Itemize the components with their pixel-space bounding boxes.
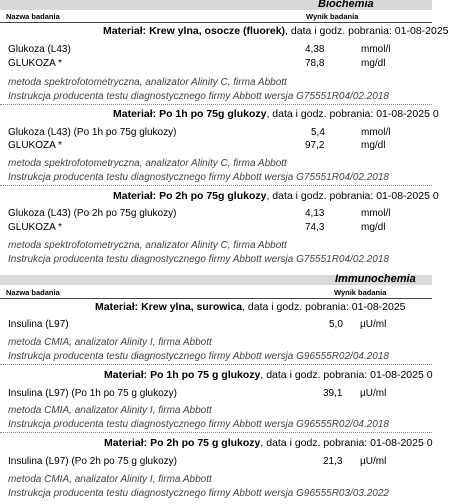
test-name: Glukoza (L43) [8, 44, 71, 55]
material-header [104, 437, 433, 449]
section-title-immunochemia: Immunochemia [335, 273, 416, 285]
test-unit: mmol/l [361, 44, 391, 55]
column-header-name: Nazwa badania [6, 288, 60, 297]
test-name: Glukoza (L43) (Po 2h po 75g glukozy) [8, 208, 177, 219]
material-name: Materiał: Po 1h po 75g glukozy [113, 108, 267, 120]
material-header [113, 108, 439, 120]
test-unit: µU/ml [360, 319, 387, 330]
material-name: Materiał: Krew ylna, osocze (fluorek) [103, 25, 286, 37]
test-value: 78,8 [305, 58, 325, 69]
material-date: , data i godz. pobrania: 01-08-2025 [242, 301, 406, 313]
test-name: GLUKOZA * [8, 58, 62, 69]
divider [0, 185, 432, 186]
test-unit: mmol/l [361, 208, 391, 219]
section-title-biochemia: Biochemia [318, 0, 374, 10]
material-name: Materiał: Po 2h po 75g glukozy [113, 190, 267, 202]
material-header [113, 190, 439, 202]
material-date: , data i godz. pobrania: 01-08-2025 [285, 25, 449, 37]
test-name: Insulina (L97) (Po 1h po 75 g glukozy) [8, 388, 177, 399]
test-unit: mg/dl [361, 222, 386, 233]
method-note: metoda CMIA, analizator Alinity I, firma Abbott [8, 337, 212, 348]
method-note: metoda spektrofotometryczna, analizator Alinity C, firma Abbott [8, 77, 287, 88]
test-name: GLUKOZA * [8, 140, 62, 151]
material-header [103, 25, 449, 37]
instruction-note: Instrukcja producenta testu diagnostycznego firmy Abbott wersja G96555R02/04.2018 [8, 419, 389, 430]
column-header-name: Nazwa badania [6, 12, 60, 21]
column-header-result: Wynik badania [334, 288, 387, 297]
material-name: Materiał: Po 1h po 75 g glukozy [104, 369, 261, 381]
material-name: Materiał: Po 2h po 75 g glukozy [104, 437, 261, 449]
test-unit: µU/ml [360, 388, 387, 399]
test-name: Insulina (L97) [8, 319, 69, 330]
test-value: 4,38 [305, 44, 325, 55]
divider [0, 364, 432, 365]
test-unit: mg/dl [361, 58, 386, 69]
method-note: metoda CMIA, analizator Alinity I, firma Abbott [8, 474, 212, 485]
test-value: 5,0 [329, 319, 343, 330]
test-name: Glukoza (L43) (Po 1h po 75g glukozy) [8, 127, 177, 138]
instruction-note: Instrukcja producenta testu diagnostycznego firmy Abbott wersja G75551R04/02.2018 [8, 91, 389, 102]
test-unit: µU/ml [360, 456, 387, 467]
material-header [104, 369, 433, 381]
test-name: GLUKOZA * [8, 222, 62, 233]
divider [0, 104, 432, 105]
material-header [95, 301, 406, 313]
method-note: metoda spektrofotometryczna, analizator Alinity C, firma Abbott [8, 158, 287, 169]
test-name: Insulina (L97) (Po 2h po 75 g glukozy) [8, 456, 177, 467]
test-value: 39,1 [323, 388, 343, 399]
test-unit: mmol/l [361, 127, 391, 138]
material-name: Materiał: Krew ylna, surowica [95, 301, 243, 313]
test-value: 97,2 [305, 140, 325, 151]
test-unit: mg/dl [361, 140, 386, 151]
test-value: 5,4 [311, 127, 325, 138]
divider [0, 298, 432, 299]
divider [0, 22, 432, 23]
instruction-note: Instrukcja producenta testu diagnostycznego firmy Abbott wersja G75551R04/02.2018 [8, 172, 389, 183]
test-value: 74,3 [305, 222, 325, 233]
method-note: metoda spektrofotometryczna, analizator Alinity C, firma Abbott [8, 240, 287, 251]
material-date: , data i godz. pobrania: 01-08-2025 0 [260, 437, 433, 449]
test-value: 21,3 [323, 456, 343, 467]
divider [0, 432, 432, 433]
material-date: , data i godz. pobrania: 01-08-2025 0 [266, 190, 439, 202]
instruction-note: Instrukcja producenta testu diagnostycznego firmy Abbott wersja G96555R03/03.2022 [8, 488, 389, 499]
material-date: , data i godz. pobrania: 01-08-2025 0 [266, 108, 439, 120]
instruction-note: Instrukcja producenta testu diagnostycznego firmy Abbott wersja G75551R04/02.2018 [8, 254, 389, 265]
test-value: 4,13 [305, 208, 325, 219]
instruction-note: Instrukcja producenta testu diagnostycznego firmy Abbott wersja G96555R02/04.2018 [8, 351, 389, 362]
method-note: metoda CMIA, analizator Alinity I, firma Abbott [8, 405, 212, 416]
material-date: , data i godz. pobrania: 01-08-2025 0 [260, 369, 433, 381]
column-header-result: Wynik badania [306, 12, 359, 21]
